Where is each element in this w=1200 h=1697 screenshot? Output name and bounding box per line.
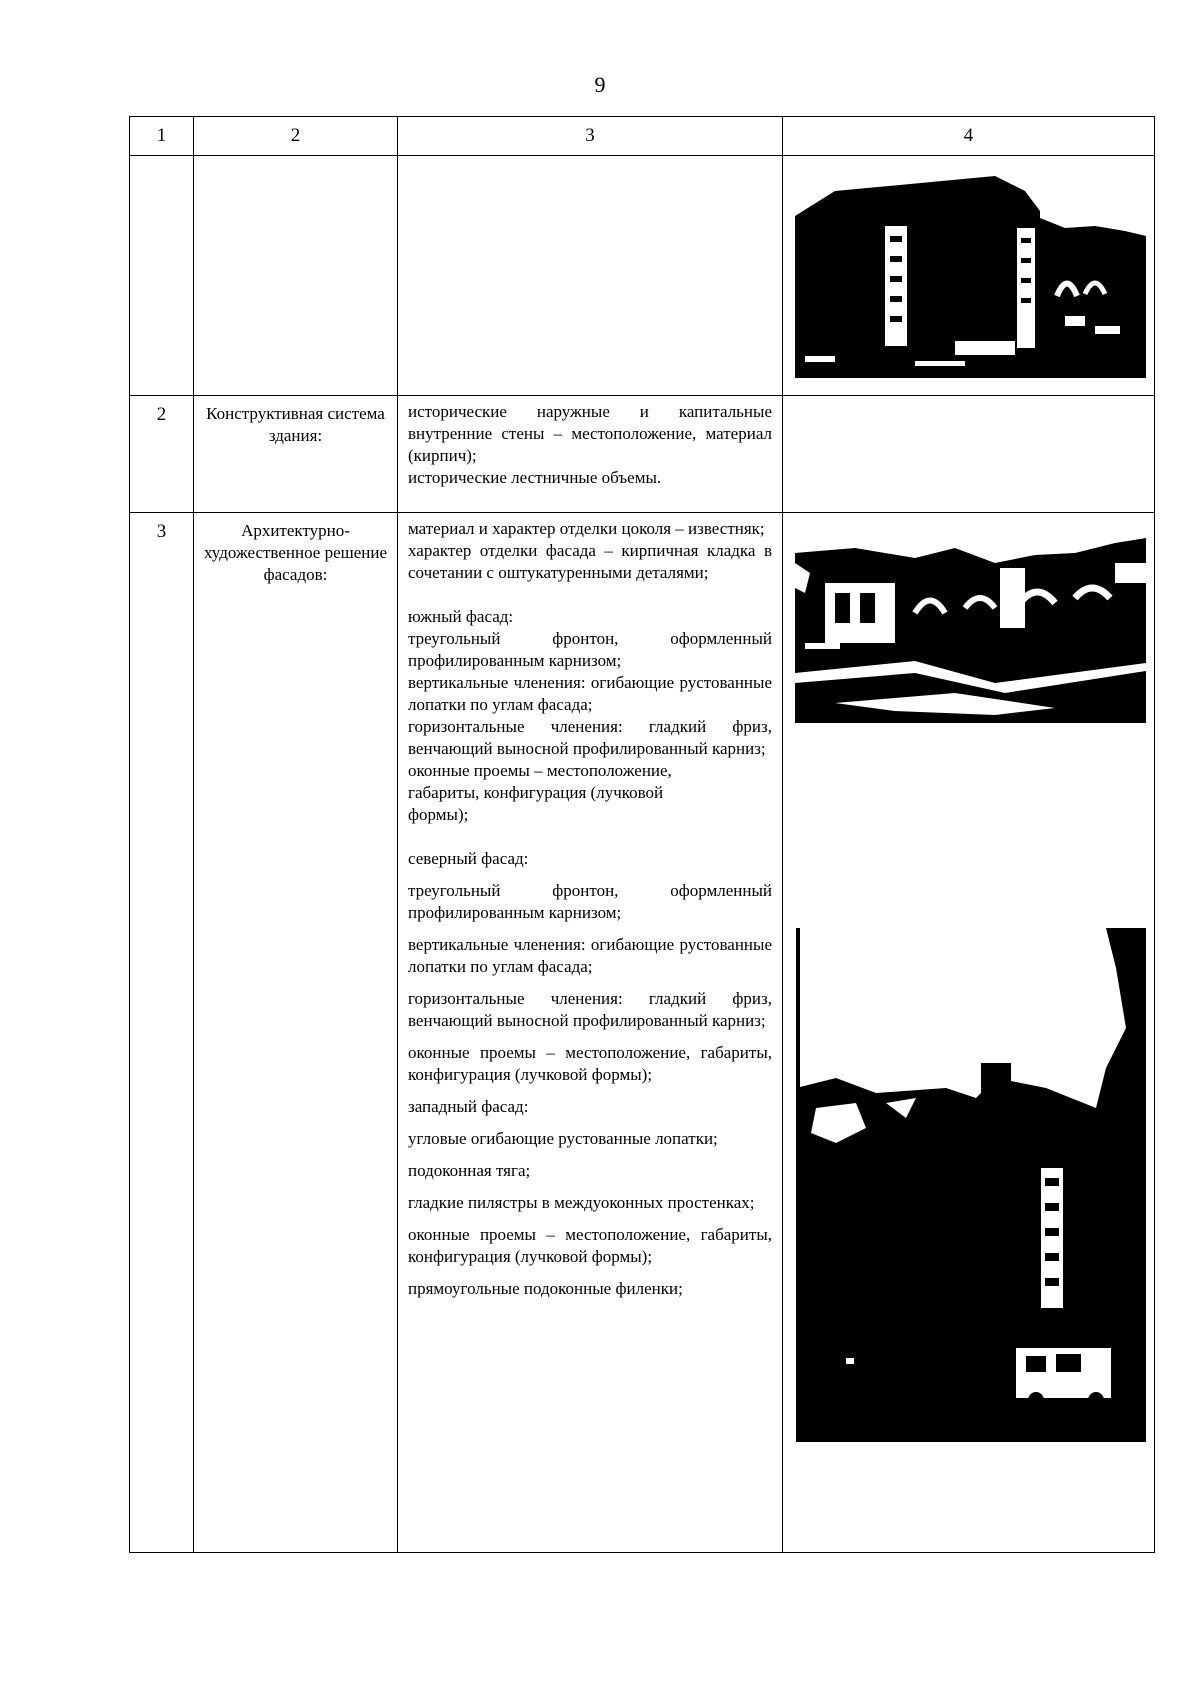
row2-num: 2 bbox=[156, 404, 167, 425]
row3-desc-12: западный фасад: bbox=[408, 1097, 529, 1116]
header-col-1: 1 bbox=[130, 117, 194, 156]
header-col-2: 2 bbox=[194, 117, 398, 156]
row3-num: 3 bbox=[156, 521, 167, 542]
row1-name bbox=[194, 156, 398, 396]
facade-photo-3 bbox=[796, 928, 1146, 1442]
row3-desc-2: южный фасад: bbox=[408, 607, 514, 626]
page-number: 9 bbox=[594, 72, 606, 97]
row1-num bbox=[130, 156, 194, 396]
facade-photo-1 bbox=[795, 156, 1146, 378]
table-row-structure bbox=[130, 396, 1155, 513]
row3-desc-0: материал и характер отделки цоколя – известняк; bbox=[408, 519, 765, 538]
row3-desc-16: оконные проемы – местоположение, габариты, конфигурация (лучковой формы); bbox=[408, 1225, 772, 1266]
row3-desc-4: вертикальные членения: огибающие рустованные лопатки по углам фасада; bbox=[408, 673, 772, 714]
row3-desc-17: прямоугольные подоконные филенки; bbox=[408, 1279, 683, 1298]
row2-desc-1: исторические лестничные объемы. bbox=[408, 468, 662, 487]
row3-desc-15: гладкие пилястры в междуоконных простенках; bbox=[408, 1193, 755, 1212]
facade-photo-2 bbox=[795, 533, 1146, 723]
row2-name: Конструктивная система здания: bbox=[206, 404, 385, 445]
row3-desc-5: горизонтальные членения: гладкий фриз, венчающий выносной профилированный карниз; bbox=[408, 717, 772, 758]
row3-desc-10: горизонтальные членения: гладкий фриз, венчающий выносной профилированный карниз; bbox=[408, 989, 772, 1030]
header-col-4: 4 bbox=[783, 117, 1155, 156]
row3-desc-13: угловые огибающие рустованные лопатки; bbox=[408, 1129, 718, 1148]
row3-desc-14: подоконная тяга; bbox=[408, 1161, 531, 1180]
row3-desc-8: треугольный фронтон, оформленный профилированным карнизом; bbox=[408, 881, 772, 922]
table-header-row bbox=[130, 117, 1155, 156]
row3-desc-9: вертикальные членения: огибающие рустованные лопатки по углам фасада; bbox=[408, 935, 772, 976]
row3-desc-11: оконные проемы – местоположение, габариты, конфигурация (лучковой формы); bbox=[408, 1043, 772, 1084]
header-col-3: 3 bbox=[398, 117, 783, 156]
row2-photo-cell bbox=[783, 396, 1155, 513]
row1-desc bbox=[398, 156, 783, 396]
row3-desc-3: треугольный фронтон, оформленный профилированным карнизом; bbox=[408, 629, 772, 670]
row3-desc-7: северный фасад: bbox=[408, 849, 529, 868]
row3-name: Архитектурно-художественное решение фасадов: bbox=[203, 521, 388, 584]
row3-desc-6: оконные проемы – местоположение, габариты, конфигурация (лучковой формы); bbox=[408, 761, 672, 824]
row3-desc-1: характер отделки фасада – кирпичная кладка в сочетании с оштукатуренными деталями; bbox=[408, 541, 772, 582]
row2-desc-0: исторические наружные и капитальные внутренние стены – местоположение, материал (кирпич); bbox=[408, 402, 772, 465]
